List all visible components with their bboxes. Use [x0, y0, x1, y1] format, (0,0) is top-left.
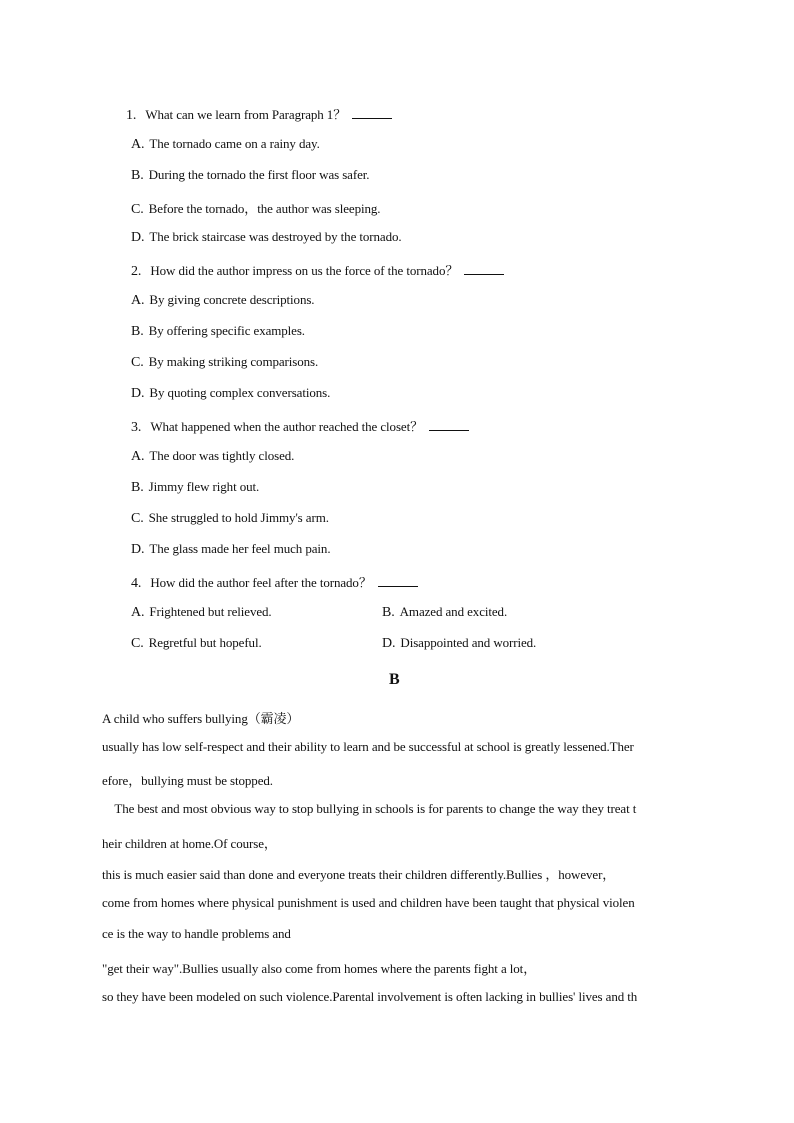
question-number: 4. [131, 576, 142, 591]
question-4-option-d [382, 635, 536, 652]
passage-line: A child who suffers bullying（霸凌） [102, 711, 300, 726]
question-text: How did the author feel after the tornado？ [150, 575, 372, 590]
option-letter: A. [131, 137, 145, 152]
option-letter: C. [131, 511, 144, 526]
passage-line: come from homes where physical punishment is used and children have been taught that physical violen [102, 895, 635, 910]
question-text: How did the author impress on us the force of the tornado？ [150, 263, 459, 278]
option-letter: D. [131, 542, 145, 557]
section-b-title: B [389, 671, 400, 688]
passage-line: usually has low self-respect and their ability to learn and be successful at school is greatly lessened.Ther [102, 739, 634, 754]
option-text: By making striking comparisons. [148, 354, 319, 369]
question-4-stem [131, 572, 418, 592]
passage-line: efore，bullying must be stopped. [102, 773, 273, 788]
question-number: 1. [126, 108, 137, 123]
option-text: Frightened but relieved. [149, 604, 272, 619]
question-3-option-c [131, 510, 329, 527]
question-1-stem [126, 104, 392, 124]
question-2-option-c [131, 354, 318, 371]
question-3-option-d [131, 541, 330, 558]
option-text: The glass made her feel much pain. [149, 541, 331, 556]
option-letter: B. [131, 480, 144, 495]
option-letter: D. [382, 636, 396, 651]
option-letter: C. [131, 355, 144, 370]
question-3-stem [131, 416, 469, 436]
question-2-option-b [131, 323, 305, 340]
question-1-option-b [131, 167, 369, 184]
answer-blank [352, 108, 392, 119]
option-text: During the tornado the first floor was safer. [148, 167, 370, 182]
option-text: Before the tornado，the author was sleeping. [148, 201, 381, 216]
answer-blank [378, 576, 418, 587]
option-letter: B. [382, 605, 395, 620]
question-3-option-b [131, 479, 259, 496]
answer-blank [429, 420, 469, 431]
option-text: The door was tightly closed. [149, 448, 295, 463]
passage-line: "get their way".Bullies usually also come from homes where the parents fight a lot， [102, 961, 537, 976]
passage-line: heir children at home.Of course， [102, 836, 277, 851]
option-text: She struggled to hold Jimmy's arm. [148, 510, 329, 525]
question-4-option-b [382, 604, 507, 621]
passage-line: The best and most obvious way to stop bullying in schools is for parents to change the way they treat t [102, 801, 637, 816]
option-letter: B. [131, 324, 144, 339]
option-letter: D. [131, 230, 145, 245]
question-2-option-d [131, 385, 330, 402]
answer-blank [464, 264, 504, 275]
question-2-option-a [131, 292, 314, 309]
question-1-option-d [131, 229, 402, 246]
option-letter: A. [131, 605, 145, 620]
option-letter: B. [131, 168, 144, 183]
option-letter: C. [131, 202, 144, 217]
question-1-option-c [131, 198, 380, 218]
option-letter: D. [131, 386, 145, 401]
option-text: Regretful but hopeful. [148, 635, 262, 650]
question-1-option-a [131, 136, 320, 153]
option-text: Amazed and excited. [399, 604, 508, 619]
option-letter: A. [131, 449, 145, 464]
question-3-option-a [131, 448, 294, 465]
option-letter: A. [131, 293, 145, 308]
question-text: What can we learn from Paragraph 1？ [145, 107, 347, 122]
option-text: The brick staircase was destroyed by the tornado. [149, 229, 402, 244]
option-letter: C. [131, 636, 144, 651]
option-text: Disappointed and worried. [400, 635, 537, 650]
option-text: Jimmy flew right out. [148, 479, 260, 494]
question-4-option-a [131, 604, 272, 621]
passage-line: this is much easier said than done and everyone treats their children differently.Bullies ，however， [102, 867, 616, 882]
option-text: The tornado came on a rainy day. [149, 136, 320, 151]
passage-line: so they have been modeled on such violence.Parental involvement is often lacking in bullies' lives and th [102, 989, 638, 1004]
question-text: What happened when the author reached the closet？ [150, 419, 423, 434]
option-text: By offering specific examples. [148, 323, 305, 338]
passage-line: ce is the way to handle problems and [102, 926, 291, 941]
option-text: By giving concrete descriptions. [149, 292, 315, 307]
question-number: 2. [131, 264, 142, 279]
question-4-option-c [131, 635, 262, 652]
question-number: 3. [131, 420, 142, 435]
option-text: By quoting complex conversations. [149, 385, 331, 400]
question-2-stem [131, 260, 504, 280]
